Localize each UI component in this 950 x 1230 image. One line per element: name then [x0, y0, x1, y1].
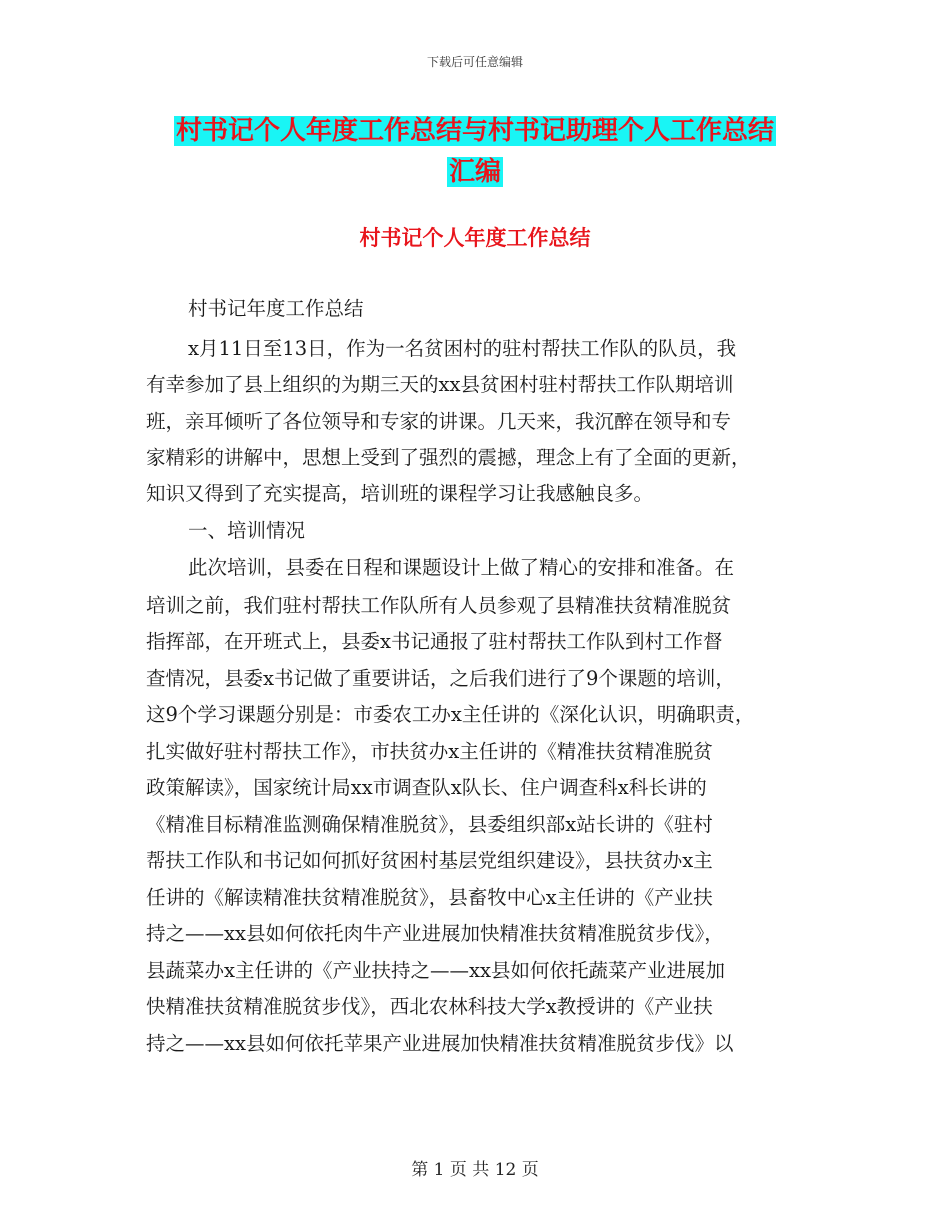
body-line: 持之——xx县如何依托肉牛产业进展加快精准扶贫精准脱贫步伐》，	[146, 922, 724, 945]
body-line: 快精准扶贫精准脱贫步伐》，西北农林科技大学x教授讲的《产业扶	[146, 995, 713, 1018]
body-line: 政策解读》，国家统计局xx市调查队x队长、住户调查科x科长讲的	[146, 776, 707, 799]
body-line: 一、培训情况	[188, 519, 306, 542]
body-line: 此次培训，县委在日程和课题设计上做了精心的安排和准备。在	[188, 556, 735, 579]
body-line: 查情况，县委x书记做了重要讲话，之后我们进行了9个课题的培训，	[146, 667, 735, 690]
body-line: 任讲的《解读精准扶贫精准脱贫》，县畜牧中心x主任讲的《产业扶	[146, 886, 713, 909]
body-line: 有幸参加了县上组织的为期三天的xx县贫困村驻村帮扶工作队期培训	[146, 373, 734, 396]
body-line: 家精彩的讲解中，思想上受到了强烈的震撼，理念上有了全面的更新，	[146, 446, 751, 469]
body-line: 县蔬菜办x主任讲的《产业扶持之——xx县如何依托蔬菜产业进展加	[146, 959, 725, 982]
body-line: 村书记年度工作总结	[188, 297, 364, 320]
body-line: 扎实做好驻村帮扶工作》，市扶贫办x主任讲的《精准扶贫精准脱贫	[146, 740, 713, 763]
body-line: 持之——xx县如何依托苹果产业进展加快精准扶贫精准脱贫步伐》以	[146, 1032, 734, 1055]
body-line: 帮扶工作队和书记如何抓好贫困村基层党组织建设》，县扶贫办x主	[146, 849, 713, 872]
body-line: 知识又得到了充实提高，培训班的课程学习让我感触良多。	[146, 482, 654, 505]
document-title-line-1: 村书记个人年度工作总结与村书记助理个人工作总结	[175, 116, 774, 146]
body-line: 班，亲耳倾听了各位领导和专家的讲课。几天来，我沉醉在领导和专	[146, 410, 732, 433]
body-line: 这9个学习课题分别是：市委农工办x主任讲的《深化认识，明确职责，	[146, 703, 755, 726]
header-note: 下载后可任意编辑	[426, 55, 523, 69]
document-title-line-2: 汇编	[448, 157, 501, 187]
body-line: 《精准目标精准监测确保精准脱贫》，县委组织部x站长讲的《驻村	[146, 813, 713, 836]
page-number-footer: 第 1 页 共 12 页	[411, 1160, 539, 1180]
body-line: x月11日至13日，作为一名贫困村的驻村帮扶工作队的队员，我	[188, 337, 737, 360]
body-line: 培训之前，我们驻村帮扶工作队所有人员参观了县精准扶贫精准脱贫	[146, 594, 732, 617]
section-title: 村书记个人年度工作总结	[359, 225, 591, 250]
body-line: 指挥部，在开班式上，县委x书记通报了驻村帮扶工作队到村工作督	[146, 630, 723, 653]
